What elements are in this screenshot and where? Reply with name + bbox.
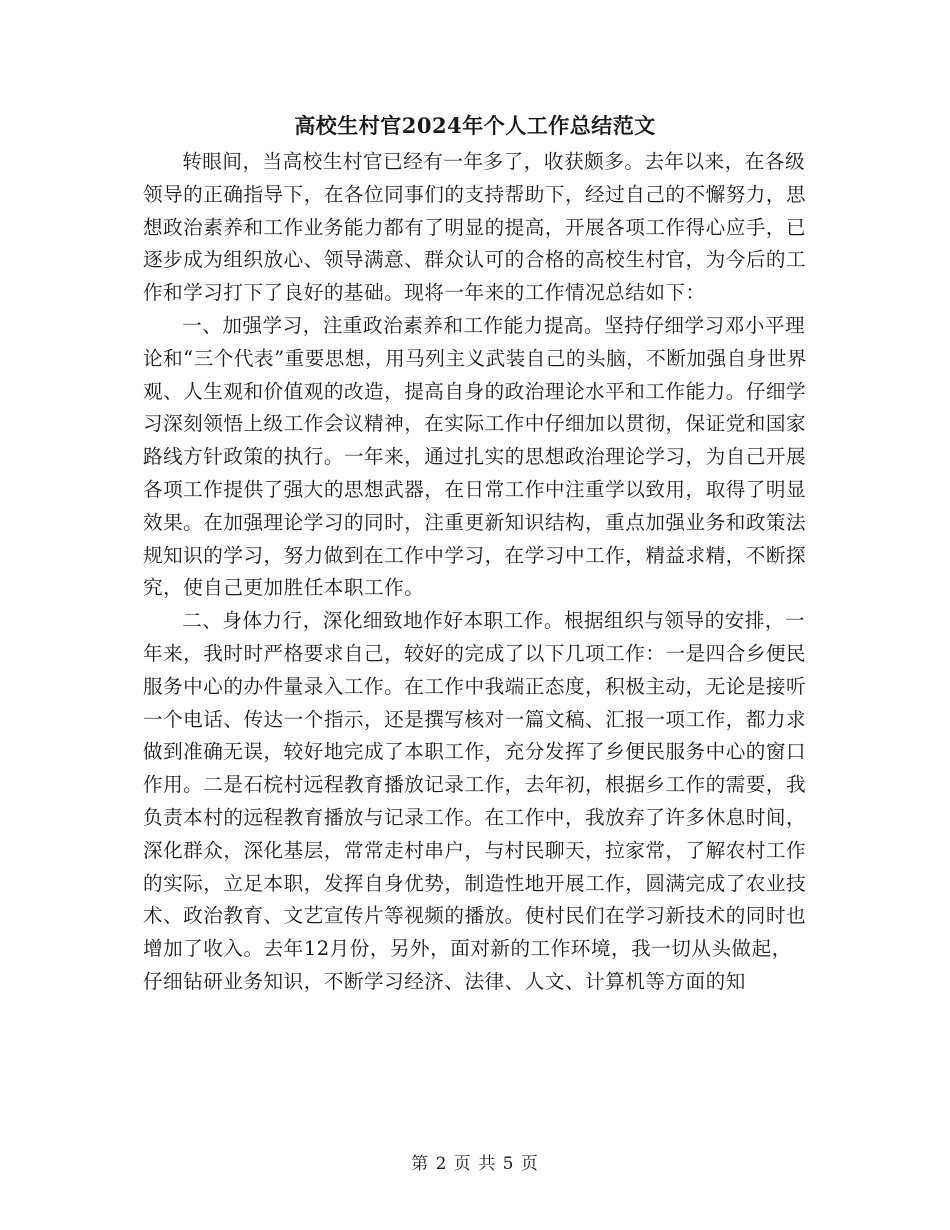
paragraph-section-1: 一、加强学习，注重政治素养和工作能力提高。坚持仔细学习邓小平理论和“三个代表”重要思想，用马列主义武装自己的头脑，不断加强自身世界观、人生观和价值观的改造，提高自身的政治理论水平和工作能力。仔细学习深刻领悟上级工作会议精神，在实际工作中仔细加以贯彻，保证党和国家路线方针政策的执行。一年来，通过扎实的思想政治理论学习，为自己开展各项工作提供了强大的思想武器，在日常工作中注重学以致用，取得了明显效果。在加强理论学习的同时，注重更新知识结构，重点加强业务和政策法规知识的学习，努力做到在工作中学习，在学习中工作，精益求精，不断探究，使自己更加胜任本职工作。 bbox=[143, 313, 808, 600]
page-title: 高校生村官2024年个人工作总结范文 bbox=[294, 113, 656, 138]
paragraph-intro: 转眼间，当高校生村官已经有一年多了，收获颇多。去年以来，在各级领导的正确指导下，在各位同事们的支持帮助下，经过自己的不懈努力，思想政治素养和工作业务能力都有了明显的提高，开展各项工作得心应手，已逐步成为组织放心、领导满意、群众认可的合格的高校生村官，为今后的工作和学习打下了良好的基础。现将一年来的工作情况总结如下： bbox=[143, 150, 807, 305]
paragraph-section-2: 二、身体力行，深化细致地作好本职工作。根据组织与领导的安排，一年来，我时时严格要求自己，较好的完成了以下几项工作：一是四合乡便民服务中心的办件量录入工作。在工作中我端正态度，积极主动，无论是接听一个电话、传达一个指示，还是撰写核对一篇文稿、汇报一项工作，都力求做到准确无误，较好地完成了本职工作，充分发挥了乡便民服务中心的窗口作用。二是石梡村远程教育播放记录工作，去年初，根据乡工作的需要，我负责本村的远程教育播放与记录工作。在工作中，我放弃了许多休息时间，深化群众，深化基层，常常走村串户，与村民聊天，拉家常，了解农村工作的实际，立足本职，发挥自身优势，制造性地开展工作，圆满完成了农业技术、政治教育、文艺宣传片等视频的播放。使村民们在学习新技术的同时也增加了收入。去年12月份，另外，面对新的工作环境，我一切从头做起，仔细钻研业务知识，不断学习经济、法律、人文、计算机等方面的知 bbox=[143, 609, 807, 993]
document-body bbox=[143, 146, 809, 999]
page-number-footer: 第 2 页 共 5 页 bbox=[411, 1154, 539, 1174]
